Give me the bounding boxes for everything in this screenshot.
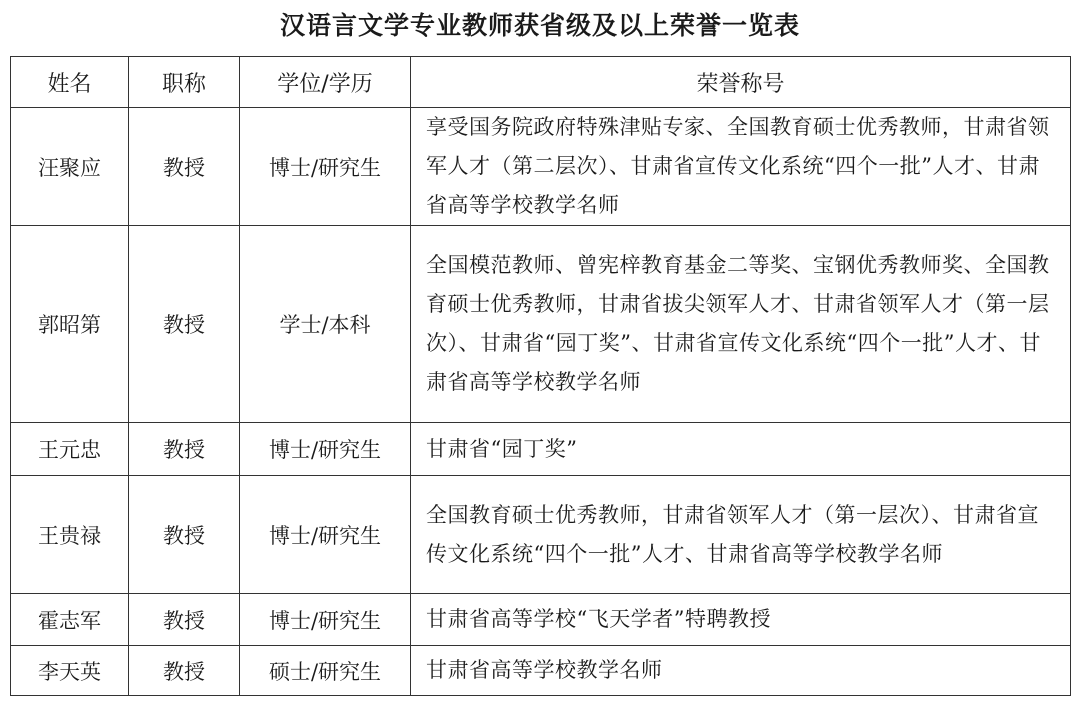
cell-degree: 博士/研究生 <box>240 108 411 226</box>
cell-degree: 学士/本科 <box>240 226 411 423</box>
cell-name: 王贵禄 <box>11 476 129 594</box>
honors-table <box>10 56 1071 696</box>
cell-honors: 全国教育硕士优秀教师，甘肃省领军人才（第一层次）、甘肃省宣传文化系统“四个一批”人才、甘肃省高等学校教学名师 <box>411 476 1071 594</box>
cell-degree: 硕士/研究生 <box>240 646 411 696</box>
cell-honors: 甘肃省“园丁奖” <box>411 423 1071 476</box>
cell-title: 教授 <box>129 423 240 476</box>
header-row <box>11 57 1071 108</box>
cell-title: 教授 <box>129 594 240 646</box>
header-title: 职称 <box>129 57 240 108</box>
cell-honors: 甘肃省高等学校教学名师 <box>411 646 1071 696</box>
table-body <box>11 108 1071 696</box>
table-row <box>11 108 1071 226</box>
cell-honors: 甘肃省高等学校“飞天学者”特聘教授 <box>411 594 1071 646</box>
cell-honors: 全国模范教师、曾宪梓教育基金二等奖、宝钢优秀教师奖、全国教育硕士优秀教师，甘肃省拔尖领军人才、甘肃省领军人才（第一层次）、甘肃省“园丁奖”、甘肃省宣传文化系统“四个一批”人才、甘肃省高等学校教学名师 <box>411 226 1071 423</box>
cell-title: 教授 <box>129 646 240 696</box>
table-row <box>11 646 1071 696</box>
cell-degree: 博士/研究生 <box>240 594 411 646</box>
cell-title: 教授 <box>129 226 240 423</box>
cell-name: 王元忠 <box>11 423 129 476</box>
header-name: 姓名 <box>11 57 129 108</box>
table-header <box>11 57 1071 108</box>
table-row <box>11 594 1071 646</box>
cell-name: 郭昭第 <box>11 226 129 423</box>
page-title: 汉语言文学专业教师获省级及以上荣誉一览表 <box>279 11 800 40</box>
cell-title: 教授 <box>129 476 240 594</box>
header-degree: 学位/学历 <box>240 57 411 108</box>
cell-name: 李天英 <box>11 646 129 696</box>
header-honors: 荣誉称号 <box>411 57 1071 108</box>
cell-honors: 享受国务院政府特殊津贴专家、全国教育硕士优秀教师，甘肃省领军人才（第二层次）、甘肃省宣传文化系统“四个一批”人才、甘肃省高等学校教学名师 <box>411 108 1071 226</box>
cell-title: 教授 <box>129 108 240 226</box>
table-row <box>11 476 1071 594</box>
cell-name: 霍志军 <box>11 594 129 646</box>
cell-degree: 博士/研究生 <box>240 423 411 476</box>
cell-name: 汪聚应 <box>11 108 129 226</box>
table-row <box>11 226 1071 423</box>
cell-degree: 博士/研究生 <box>240 476 411 594</box>
table-row <box>11 423 1071 476</box>
